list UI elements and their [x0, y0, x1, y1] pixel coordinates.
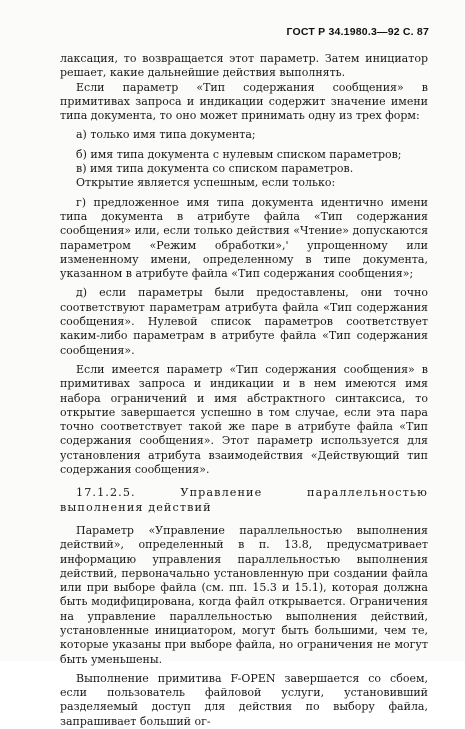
- section-heading: 17.1.2.5. Управление параллельностью выполнения действий: [60, 486, 428, 514]
- running-header: ГОСТ Р 34.1980.3—92 С. 87: [286, 26, 429, 38]
- list-item-v: в) имя типа документа со списком параметров.: [76, 162, 354, 176]
- spacer: [60, 515, 428, 524]
- paragraph-message-content-type: Если параметр «Тип содержания сообщения» в примитивах запроса и индикации содержит значение имени типа документа, то оно может принимать одну из трех форм:: [60, 80, 428, 123]
- paragraph-f-open: Выполнение примитива F-OPEN завершается со сбоем, если пользователь файловой услуги, установивший разделяемый доступ для действия по выбору файла, запрашивает больший ог-: [60, 671, 428, 728]
- list-item-g: г) предложенное имя типа документа идентично имени типа документа в атрибуте файла «Тип содержания сообщения» или, если только действия «Чтение» допускаются параметром «Режим обработки»,' упрощенному или измененному имени, определенному в типе документа, указанном в атрибуте файла «Тип содержания сообщения»;: [60, 195, 429, 281]
- paragraph-concurrency-control: Параметр «Управление параллельностью выполнения действий», определенный в п. 13.8, предусматривает информацию управления параллельностью выполнения действий, первоначально установленную при создании файла или при выборе файла (см. пп. 15.3 и 15.1), которая должна быть модифицирована, когда файл открывается. Ограничения на управление параллельностью выполнения действий, установленные инициатором, могут быть большими, чем те, которые указаны при выборе файла, но ограничения не могут быть уменьшены.: [60, 523, 428, 666]
- list-item-b: б) имя типа документа с нулевым списком параметров;: [76, 147, 402, 161]
- list-item-d: д) если параметры были предоставлены, они точно соответствуют параметрам атрибута файла «Тип содержания сообщения». Нулевой список параметров соответствует каким-либо параметрам в атрибуте файла «Тип содержания сообщения».: [60, 286, 428, 357]
- paragraph-constraint-set: Если имеется параметр «Тип содержания сообщения» в примитивах запроса и индикации и в нем имеются имя набора ограничений и имя абстрактного синтаксиса, то открытие завершается успешно в том случае, если эта пара точно соответствует такой же паре в атрибуте файла «Тип содержания сообщения». Этот параметр используется для установления атрибута взаимодействия «Действующий тип содержания сообщения».: [60, 362, 428, 477]
- document-body: [60, 52, 428, 729]
- list-item-a: а) только имя типа документа;: [76, 128, 256, 142]
- spacer: [60, 477, 428, 486]
- paragraph-continued: лаксация, то возвращается этот параметр. Затем инициатор решает, какие дальнейшие действия выполнять.: [60, 52, 428, 80]
- paragraph-open-success: Открытие является успешным, если только:: [76, 176, 336, 190]
